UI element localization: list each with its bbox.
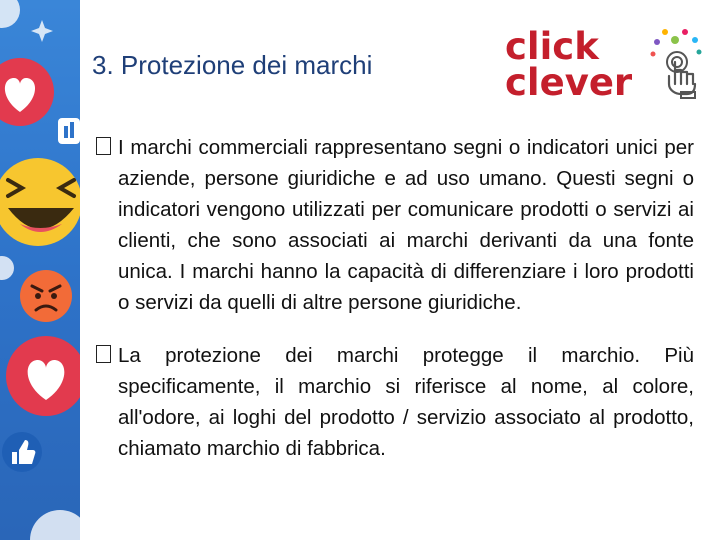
touch-hand-icon [645,26,705,102]
click-clever-logo [505,26,705,104]
logo-line-1: click [505,25,599,68]
bullet-text: La protezione dei marchi protegge il marchio. Più specificamente, il marchio si riferisce al nome, al colore, all'odore, ai loghi del prodotto / servizio associato al prodotto, chiamato marchio di fabbrica. [118,344,694,460]
bullet-item [96,340,694,464]
angry-emoji-icon [20,270,72,322]
heart-icon [0,58,54,126]
logo-line-2: clever [505,61,633,104]
bullet-marker-icon [96,137,111,155]
heart-icon [6,336,80,416]
thumbs-up-icon [58,118,80,144]
thumbs-up-icon [2,432,42,472]
laughing-emoji-icon [0,158,80,246]
bullet-item [96,132,694,318]
bullet-marker-icon [96,345,111,363]
bullet-text: I marchi commerciali rappresentano segni o indicatori unici per aziende, persone giuridiche e ad uso umano. Questi segni o indicatori vengono utilizzati per comunicare prodotti o servizi ai clienti, che sono associati ai marchi derivanti da una fonte unica. I marchi hanno la capacità di differenziare i loro prodotti o servizi da quelli di altre persone giuridiche. [118,136,694,314]
slide-body [96,132,694,486]
decorative-sidebar [0,0,80,540]
slide-title: 3. Protezione dei marchi [92,50,373,80]
